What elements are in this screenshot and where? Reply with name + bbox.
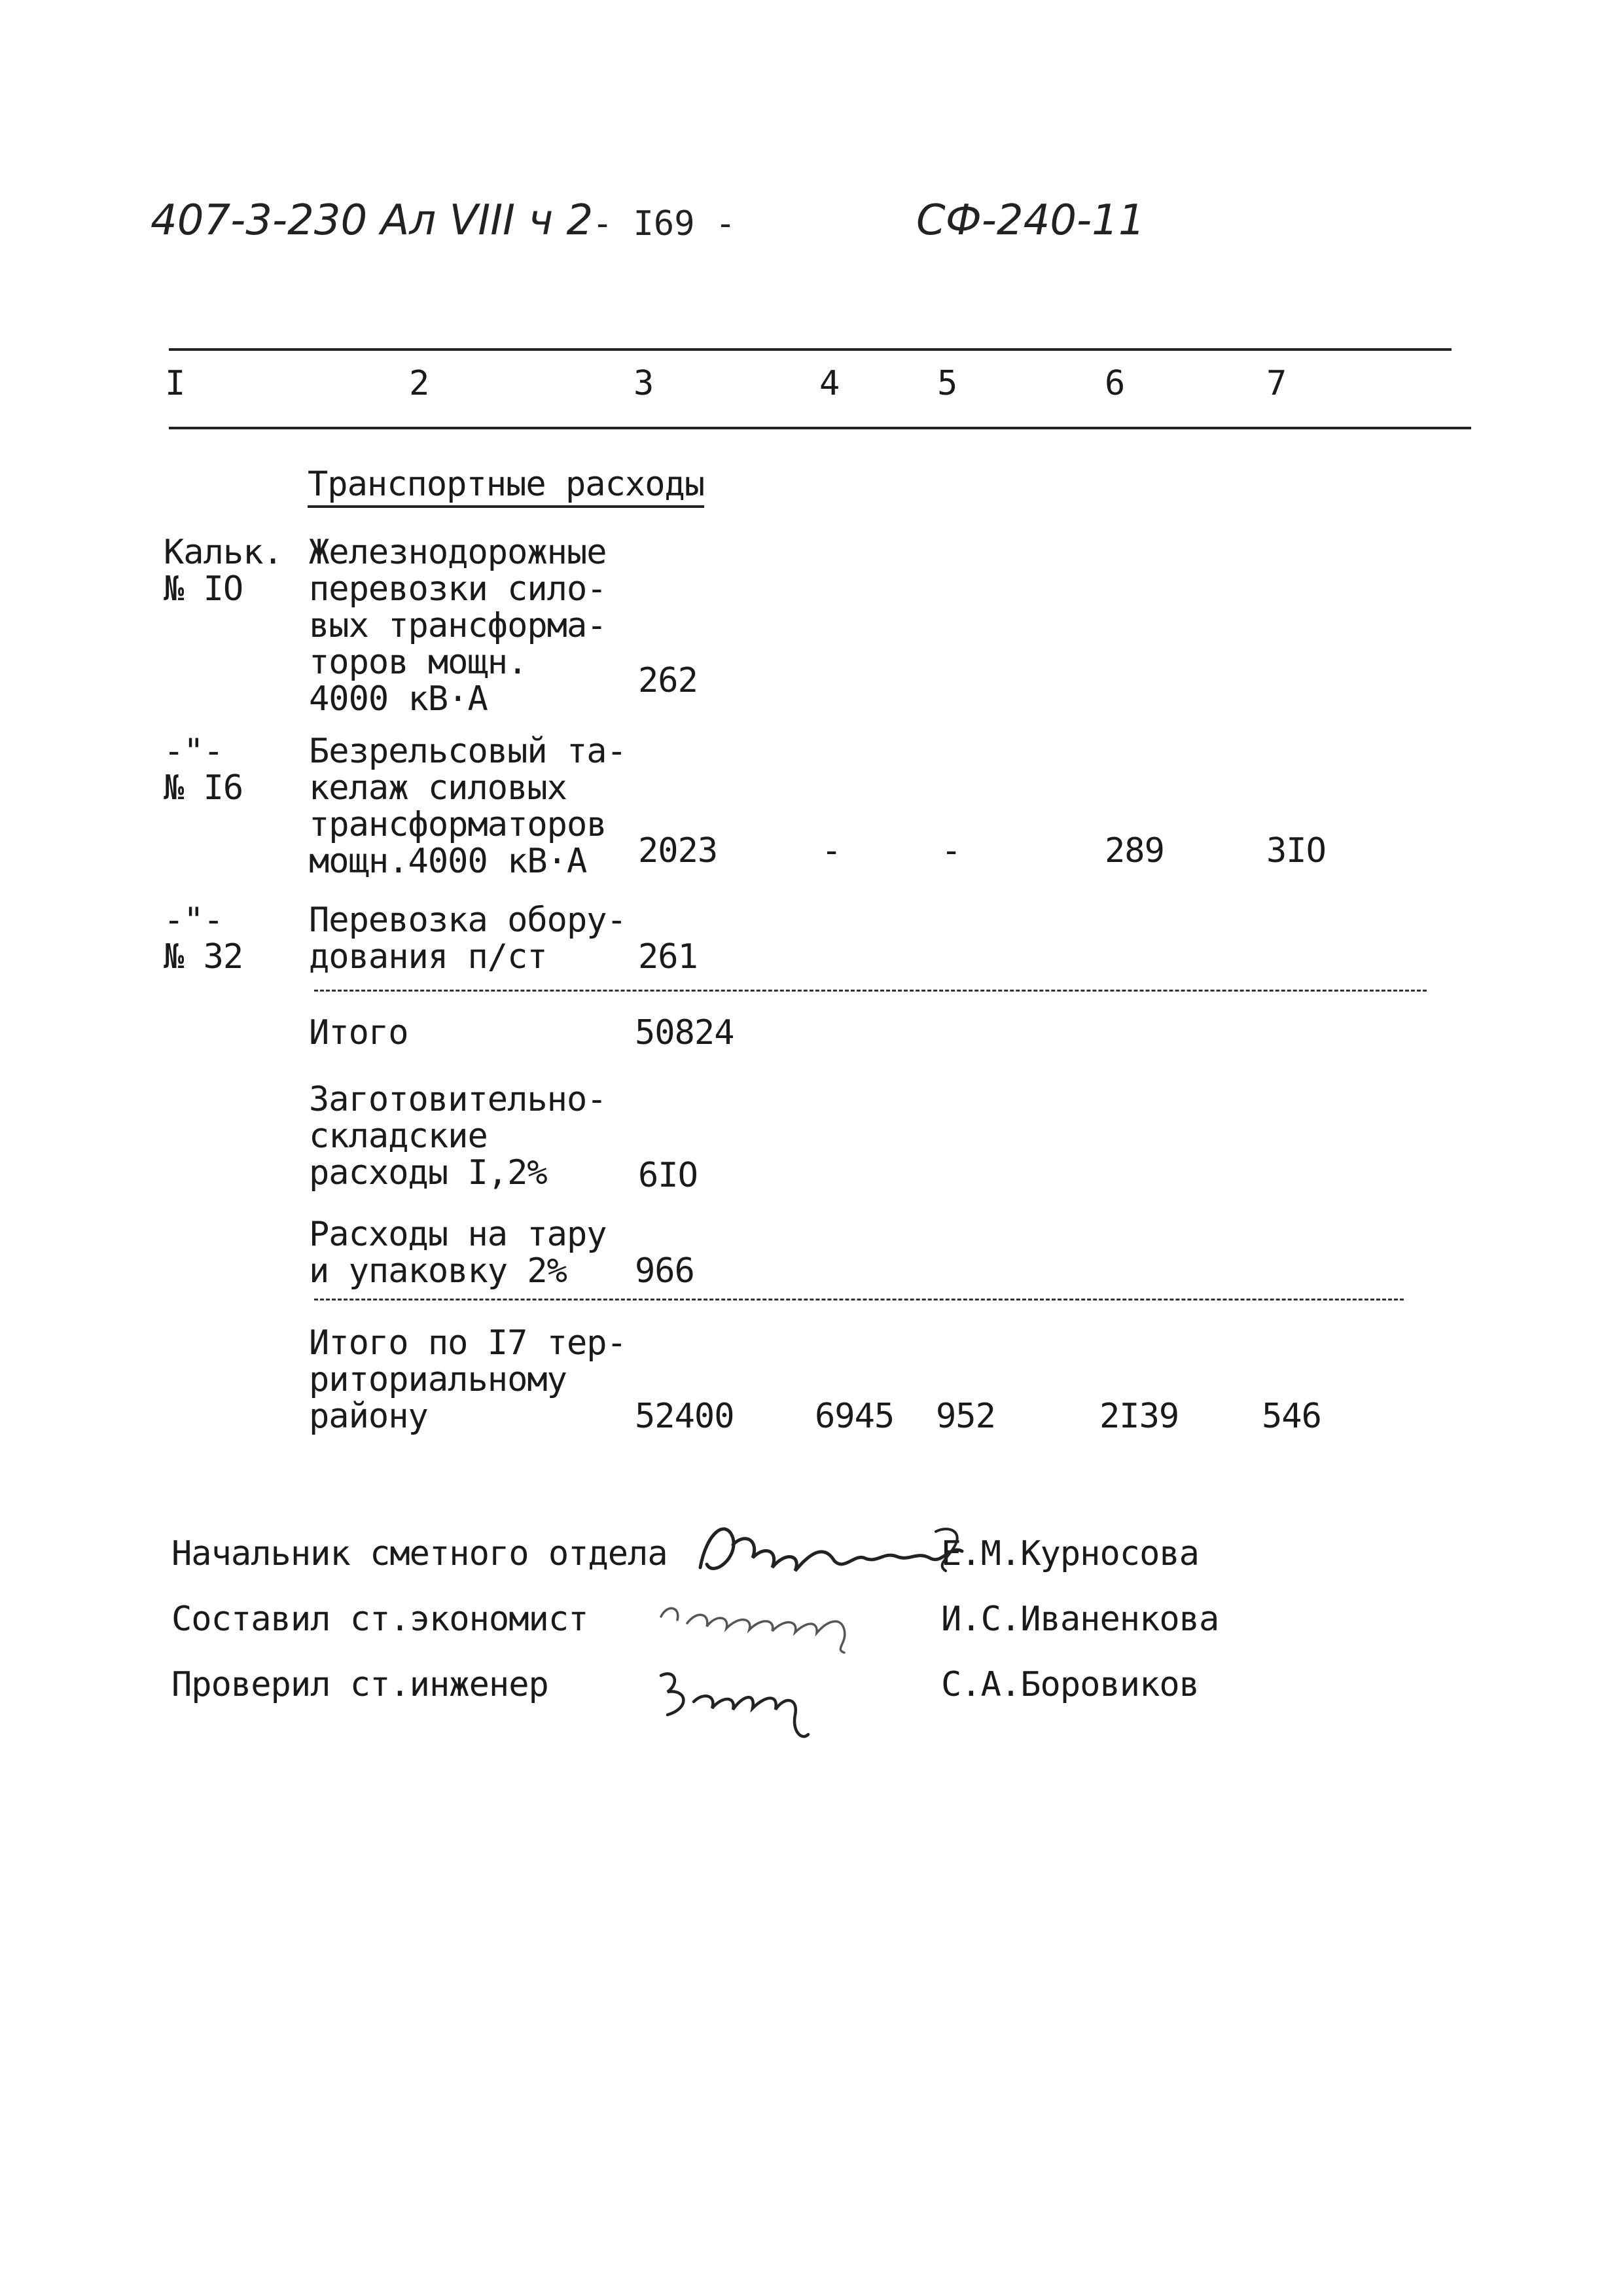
row-ref: -"- № I6	[164, 732, 243, 808]
total-rule	[314, 1299, 1404, 1300]
col-header-2: 2	[409, 364, 429, 403]
packaging-col3: 966	[635, 1251, 694, 1291]
total-label: Итого по I7 тер- риториальному району	[309, 1323, 626, 1436]
handwritten-signature	[641, 1656, 851, 1748]
packaging-label: Расходы на тару и упаковку 2%	[309, 1215, 607, 1291]
col-header-5: 5	[937, 364, 957, 403]
subtotal-rule	[314, 990, 1427, 992]
col-header-7: 7	[1266, 364, 1287, 403]
doc-code: 407-3-230 Ал VIII ч 2	[151, 196, 594, 245]
signature-position: Проверил ст.инженер	[171, 1665, 548, 1704]
row-col3: 261	[638, 937, 698, 977]
signature-name: С.А.Боровиков	[941, 1665, 1199, 1704]
header-top-rule	[169, 348, 1452, 351]
row-col5: -	[941, 831, 961, 870]
row-col6: 289	[1105, 831, 1164, 870]
signature-name: И.С.Иваненкова	[941, 1600, 1219, 1639]
subtotal-label: Итого	[309, 1013, 408, 1052]
col-header-3: 3	[633, 364, 654, 403]
col-header-6: 6	[1105, 364, 1125, 403]
procurement-col3: 6IO	[638, 1156, 698, 1195]
signature-position: Начальник сметного отдела	[171, 1534, 668, 1573]
page-number: - I69 -	[592, 204, 736, 243]
row-col7: 3IO	[1266, 831, 1326, 870]
total-col4: 6945	[815, 1397, 895, 1436]
row-description: Перевозка обору- дования п/ст	[309, 901, 626, 977]
subtotal-col3: 50824	[635, 1013, 734, 1052]
series-code: СФ-240-11	[916, 196, 1145, 245]
section-title: Транспортные расходы	[308, 466, 704, 503]
total-col5: 952	[936, 1397, 995, 1436]
row-ref: Кальк. № IO	[164, 533, 283, 609]
total-col6: 2I39	[1099, 1397, 1179, 1436]
header-bottom-rule	[169, 427, 1471, 429]
row-description: Безрельсовый та- келаж силовых трансформаторов мощн.4000 кВ·А	[309, 732, 626, 881]
signature-name: Е.М.Курносова	[941, 1534, 1199, 1573]
handwritten-signature	[687, 1505, 988, 1597]
total-col7: 546	[1262, 1397, 1321, 1436]
procurement-label: Заготовительно- складские расходы I,2%	[309, 1080, 607, 1193]
handwritten-signature	[648, 1584, 897, 1656]
row-col3: 2023	[638, 831, 718, 870]
col-header-4: 4	[819, 364, 840, 403]
col-header-1: I	[165, 364, 185, 403]
row-description: Железнодорожные перевозки сило- вых трансформа- торов мощн. 4000 кВ·А	[309, 533, 607, 719]
row-col3: 262	[638, 661, 698, 700]
row-ref: -"- № 32	[164, 901, 243, 977]
row-col4: -	[821, 831, 842, 870]
total-col3: 52400	[635, 1397, 734, 1436]
signature-position: Составил ст.экономист	[171, 1600, 588, 1639]
